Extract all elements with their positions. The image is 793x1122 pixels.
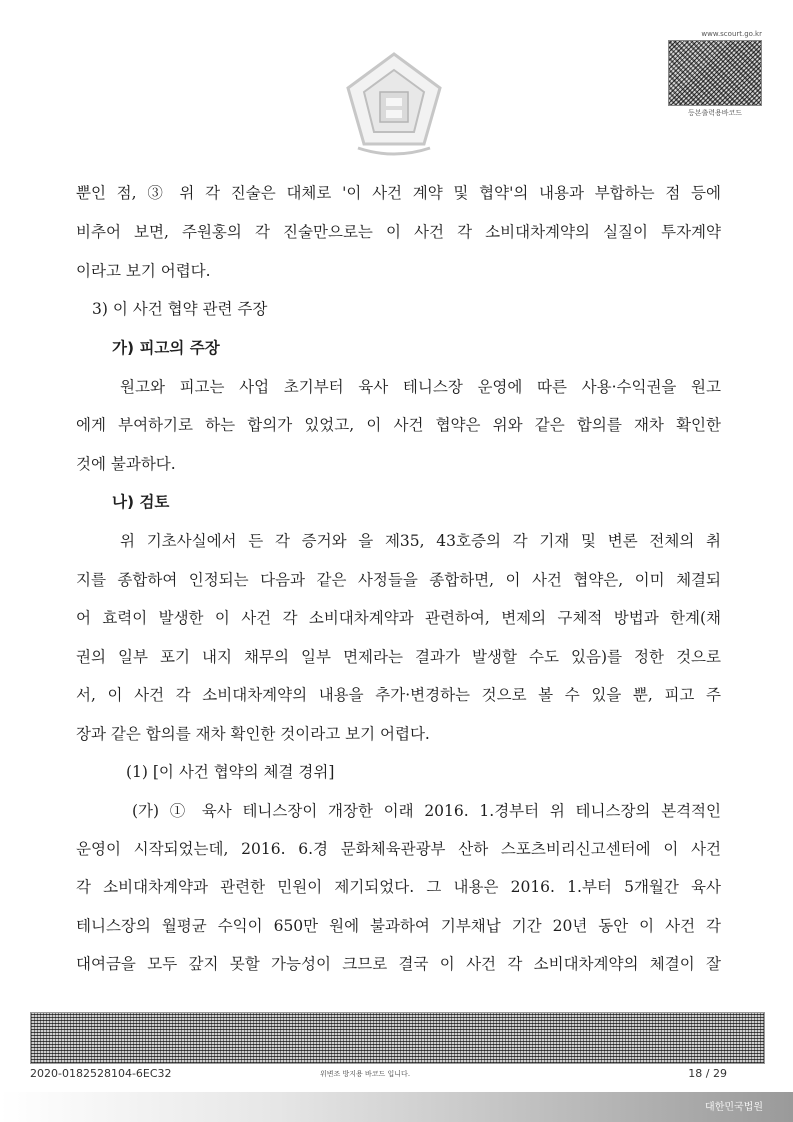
- document-id: 2020-0182528104-6EC32: [30, 1067, 172, 1080]
- section-heading: 3) 이 사건 협약 관련 주장: [92, 300, 268, 318]
- subsection-heading: 나) 검토: [112, 493, 170, 511]
- body-line: 어 효력이 발생한 이 사건 각 소비대차계약과 관련하여, 변제의 구체적 방법과 한계(채: [76, 609, 721, 627]
- footer-band: [0, 1092, 793, 1122]
- subsection-heading: 가) 피고의 주장: [112, 339, 220, 357]
- qr-code: [668, 40, 762, 106]
- body-line: 뿐인 점, ③ 위 각 진술은 대체로 '이 사건 계약 및 협약'의 내용과 부합하는 점 등에: [76, 184, 721, 202]
- body-line: 테니스장의 월평균 수익이 650만 원에 불과하여 기부채납 기간 20년 동안 이 사건 각: [76, 917, 721, 935]
- body-line: 비추어 보면, 주원홍의 각 진술만으로는 이 사건 각 소비대차계약의 실질이 투자계약: [76, 223, 721, 241]
- court-emblem-watermark: [340, 48, 448, 158]
- body-line: (가) ① 육사 테니스장이 개장한 이래 2016. 1.경부터 위 테니스장의 본격적인: [132, 802, 721, 820]
- qr-label: 등본출력용바코드: [687, 109, 743, 117]
- body-line: 장과 같은 합의를 재차 확인한 것이라고 보기 어렵다.: [76, 725, 430, 743]
- body-line: 서, 이 사건 각 소비대차계약의 내용을 추가·변경하는 것으로 볼 수 있을 뿐, 피고 주: [76, 686, 721, 704]
- body-line: 권의 일부 포기 내지 채무의 일부 면제라는 결과가 발생할 수도 있음)를 정한 것으로: [76, 648, 721, 666]
- body-line: 에게 부여하기로 하는 합의가 있었고, 이 사건 협약은 위와 같은 합의를 재차 확인한: [76, 416, 721, 434]
- qr-block: [668, 30, 762, 118]
- page-number: 18 / 29: [688, 1067, 727, 1080]
- section-heading: (1) [이 사건 협약의 체결 경위]: [126, 763, 335, 781]
- body-line: 원고와 피고는 사업 초기부터 육사 테니스장 운영에 따른 사용·수익권을 원고: [120, 378, 721, 396]
- body-line: 것에 불과하다.: [76, 455, 176, 473]
- barcode-note: 위변조 방지용 바코드 입니다.: [320, 1070, 411, 1078]
- body-line: 운영이 시작되었는데, 2016. 6.경 문화체육관광부 산하 스포츠비리신고센터에 이 사건: [76, 840, 721, 858]
- body-line: 각 소비대차계약과 관련한 민원이 제기되었다. 그 내용은 2016. 1.부터 5개월간 육사: [76, 878, 721, 896]
- court-name: 대한민국법원: [705, 1102, 763, 1113]
- body-line: 지를 종합하여 인정되는 다음과 같은 사정들을 종합하면, 이 사건 협약은, 이미 체결되: [76, 571, 721, 589]
- anti-forgery-barcode: [30, 1012, 765, 1064]
- qr-url: www.scourt.go.kr: [701, 30, 762, 38]
- body-line: 위 기초사실에서 든 각 증거와 을 제35, 43호증의 각 기재 및 변론 전체의 취: [120, 532, 721, 550]
- body-line: 이라고 보기 어렵다.: [76, 262, 211, 280]
- body-line: 대여금을 모두 갚지 못할 가능성이 크므로 결국 이 사건 각 소비대차계약의 체결이 잘: [76, 955, 721, 973]
